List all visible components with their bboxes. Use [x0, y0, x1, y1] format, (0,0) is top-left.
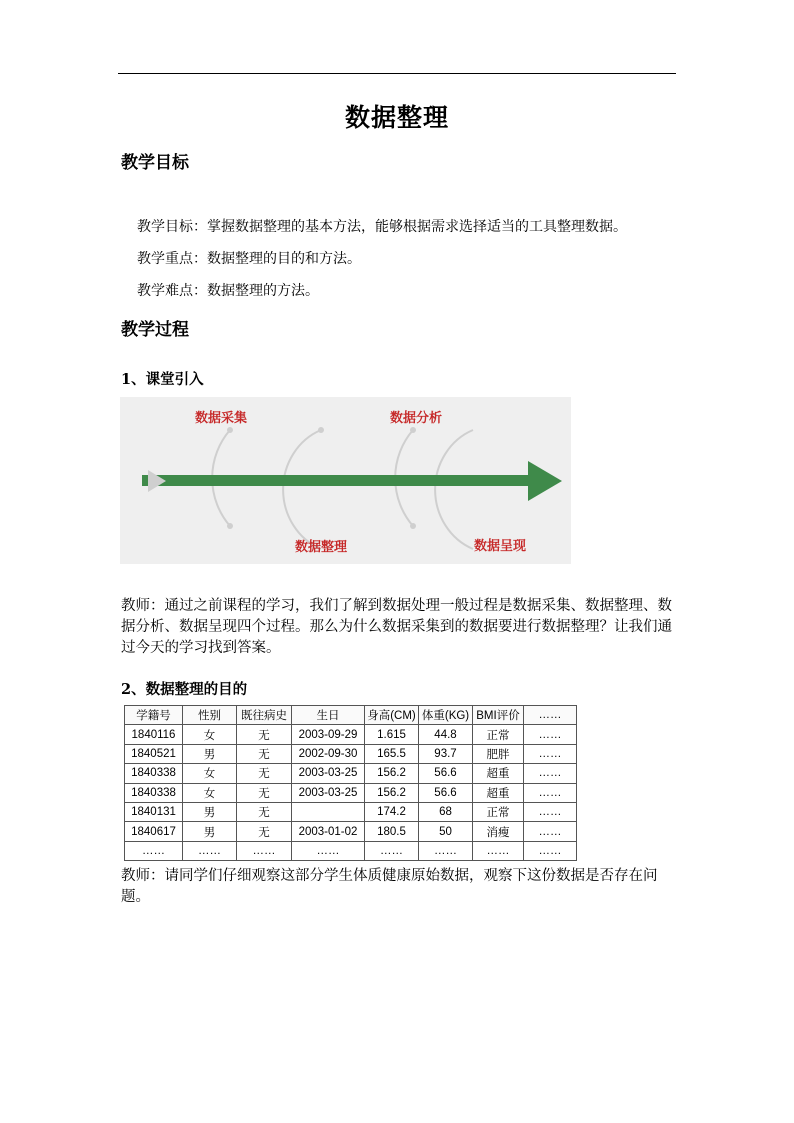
- teacher-paragraph-intro: 教师：通过之前课程的学习，我们了解到数据处理一般过程是数据采集、数据整理、数据分析、数据呈现四个过程。那么为什么数据采集到的数据要进行数据整理？让我们通过今天的学习找到答案。: [121, 598, 672, 656]
- table-row: [125, 802, 577, 821]
- table-cell: ……: [524, 744, 577, 763]
- table-cell: 肥胖: [473, 744, 524, 763]
- table-cell: 女: [183, 764, 237, 783]
- table-cell: 无: [237, 725, 292, 744]
- table-cell: 2002-09-30: [292, 744, 365, 763]
- table-cell: ……: [365, 841, 419, 860]
- table-cell: ……: [473, 841, 524, 860]
- table-cell: 156.2: [365, 764, 419, 783]
- section-heading-objectives: 教学目标: [121, 153, 189, 173]
- table-cell: 无: [237, 822, 292, 841]
- table-cell: 174.2: [365, 802, 419, 821]
- table-cell: [292, 802, 365, 821]
- table-cell: 男: [183, 822, 237, 841]
- label-collect: 数据采集: [195, 411, 248, 426]
- table-cell: ……: [125, 841, 183, 860]
- table-cell: 无: [237, 783, 292, 802]
- arrow-tail-icon: [148, 470, 166, 492]
- header-gender: 性别: [183, 706, 237, 725]
- table-cell: 无: [237, 802, 292, 821]
- table-cell: 93.7: [419, 744, 473, 763]
- table-cell: ……: [292, 841, 365, 860]
- section-heading-process: 教学过程: [121, 320, 189, 340]
- table-cell: 1840338: [125, 783, 183, 802]
- table-cell: 50: [419, 822, 473, 841]
- header-student-id: 学籍号: [125, 706, 183, 725]
- table-cell: 2003-03-25: [292, 764, 365, 783]
- table-cell: 1840338: [125, 764, 183, 783]
- objective-goal: 教学目标：掌握数据整理的基本方法，能够根据需求选择适当的工具整理数据。: [137, 219, 627, 235]
- table-cell: 1840131: [125, 802, 183, 821]
- label-present: 数据呈现: [474, 539, 527, 554]
- table-cell: 56.6: [419, 764, 473, 783]
- table-cell: ……: [524, 802, 577, 821]
- table-cell: 68: [419, 802, 473, 821]
- table-header-row: [125, 706, 577, 725]
- table-row: [125, 764, 577, 783]
- table-cell: 无: [237, 744, 292, 763]
- table-cell: ……: [524, 841, 577, 860]
- header-weight: 体重(KG): [419, 706, 473, 725]
- table-cell: 1840521: [125, 744, 183, 763]
- table-cell: 正常: [473, 725, 524, 744]
- objective-difficulty: 教学难点：数据整理的方法。: [137, 283, 319, 299]
- objective-focus: 教学重点：数据整理的目的和方法。: [137, 251, 361, 267]
- table-cell: 2003-09-29: [292, 725, 365, 744]
- table-cell: 1840116: [125, 725, 183, 744]
- table-row: [125, 783, 577, 802]
- table-row: [125, 744, 577, 763]
- student-health-table: [124, 705, 577, 861]
- table-cell: ……: [524, 783, 577, 802]
- table-cell: 2003-03-25: [292, 783, 365, 802]
- label-organize: 数据整理: [295, 540, 348, 555]
- header-history: 既往病史: [237, 706, 292, 725]
- table-cell: 男: [183, 744, 237, 763]
- table-cell: ……: [524, 822, 577, 841]
- table-cell: ……: [237, 841, 292, 860]
- table-cell: 女: [183, 725, 237, 744]
- table-row: [125, 841, 577, 860]
- teacher-paragraph-observe: 教师：请同学们仔细观察这部分学生体质健康原始数据，观察下这份数据是否存在问题。: [121, 868, 658, 905]
- table-cell: 180.5: [365, 822, 419, 841]
- page-title: 数据整理: [344, 103, 449, 132]
- data-process-diagram: [120, 397, 571, 564]
- table-cell: 165.5: [365, 744, 419, 763]
- table-cell: 男: [183, 802, 237, 821]
- arc-2: [283, 430, 321, 549]
- table-cell: 女: [183, 783, 237, 802]
- table-cell: ……: [183, 841, 237, 860]
- process-arrow-shaft: [142, 475, 534, 486]
- table-cell: 超重: [473, 764, 524, 783]
- table-row: [125, 725, 577, 744]
- table-cell: ……: [524, 764, 577, 783]
- table-cell: 超重: [473, 783, 524, 802]
- table-cell: 56.6: [419, 783, 473, 802]
- table-cell: 1.615: [365, 725, 419, 744]
- table-cell: 44.8: [419, 725, 473, 744]
- arc-4: [435, 430, 473, 549]
- table-cell: 2003-01-02: [292, 822, 365, 841]
- table-cell: 1840617: [125, 822, 183, 841]
- subsection-heading-purpose: 2、数据整理的目的: [121, 681, 248, 698]
- table-cell: 消瘦: [473, 822, 524, 841]
- table-cell: ……: [524, 725, 577, 744]
- table-cell: ……: [419, 841, 473, 860]
- label-analyze: 数据分析: [390, 411, 443, 426]
- table-cell: 156.2: [365, 783, 419, 802]
- header-height: 身高(CM): [365, 706, 419, 725]
- header-birthday: 生日: [292, 706, 365, 725]
- table-cell: 无: [237, 764, 292, 783]
- table-row: [125, 822, 577, 841]
- table-cell: 正常: [473, 802, 524, 821]
- process-arrowhead: [528, 461, 562, 501]
- header-bmi: BMI评价: [473, 706, 524, 725]
- subsection-heading-intro: 1、课堂引入: [121, 371, 204, 388]
- header-more: ……: [524, 706, 577, 725]
- header-rule: [118, 73, 676, 74]
